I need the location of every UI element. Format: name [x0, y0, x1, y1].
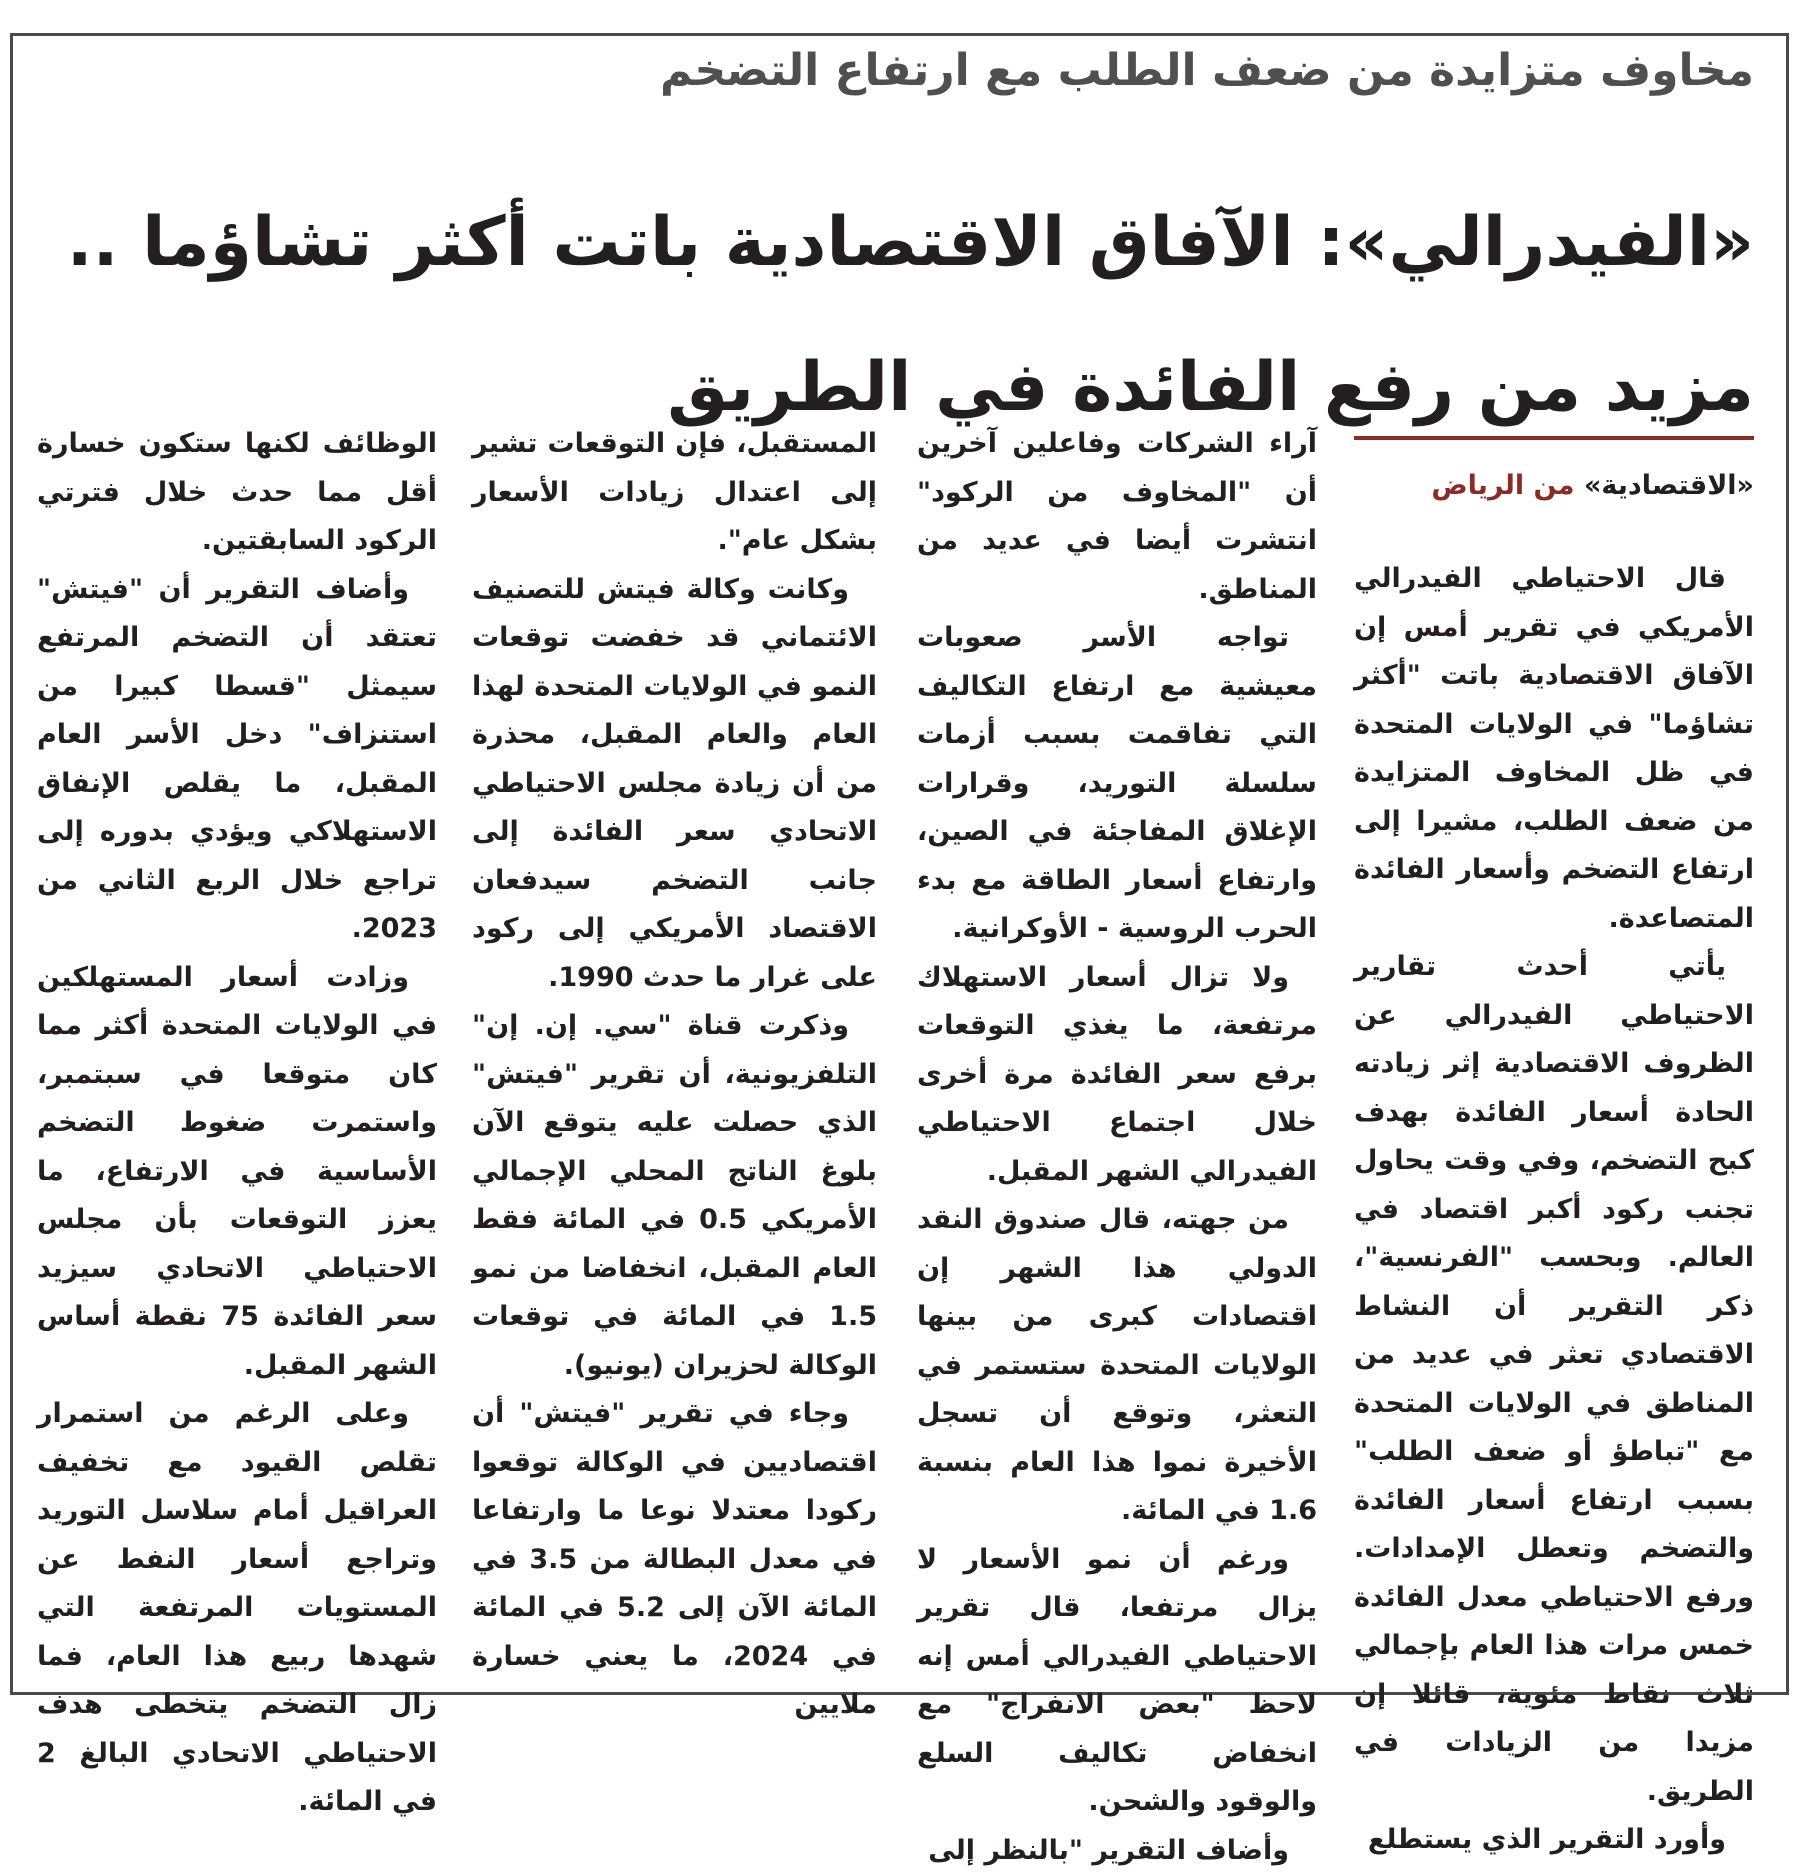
paragraph: وذكرت قناة "سي. إن. إن" التلفزيونية، أن تقرير "فيتش" الذي حصلت عليه يتوقع الآن بلوغ الناتج المحلي الإجمالي الأمريكي 0.5 في المائة فقط العام المقبل، انخفاضا من نمو 1.5 في المائة في توقعات الوكالة لحزيران (يونيو). — [472, 1002, 877, 1390]
paragraph: وكانت وكالة فيتش للتصنيف الائتماني قد خفضت توقعات النمو في الولايات المتحدة لهذا العام والعام المقبل، محذرة من أن زيادة مجلس الاحتياطي الاتحادي سعر الفائدة إلى جانب التضخم سيدفعان الاقتصاد الأمريكي إلى ركود على غرار ما حدث 1990. — [472, 566, 877, 1003]
byline — [1354, 468, 1754, 503]
paragraph: وأضاف التقرير أن "فيتش" تعتقد أن التضخم المرتفع سيمثل "قسطا كبيرا من استنزاف" دخل الأسر العام المقبل، ما يقلص الإنفاق الاستهلاكي ويؤدي بدوره إلى تراجع خلال الربع الثاني من 2023. — [37, 566, 437, 954]
article-headline — [34, 170, 1754, 460]
paragraph: قال الاحتياطي الفيدرالي الأمريكي في تقرير أمس إن الآفاق الاقتصادية باتت "أكثر تشاؤما" في الولايات المتحدة في ظل المخاوف المتزايدة من ضعف الطلب، مشيرا إلى ارتفاع التضخم وأسعار الفائدة المتصاعدة. — [1354, 555, 1754, 943]
headline-line-1: «الفيدرالي»: الآفاق الاقتصادية باتت أكثر تشاؤما .. — [34, 170, 1754, 315]
paragraph: وجاء في تقرير "فيتش" أن اقتصاديين في الوكالة توقعوا ركودا معتدلا نوعا ما وارتفاعا في معدل البطالة من 3.5 في المائة الآن إلى 5.2 في المائة في 2024، ما يعني خسارة ملايين — [472, 1390, 877, 1730]
paragraph: وأورد التقرير الذي يستطلع — [1354, 1816, 1754, 1865]
paragraph: وزادت أسعار المستهلكين في الولايات المتحدة أكثر مما كان متوقعا في سبتمبر، واستمرت ضغوط التضخم الأساسية في الارتفاع، ما يعزز التوقعات بأن مجلس الاحتياطي الاتحادي سيزيد سعر الفائدة 75 نقطة أساس الشهر المقبل. — [37, 954, 437, 1391]
paragraph: الوظائف لكنها ستكون خسارة أقل مما حدث خلال فترتي الركود السابقتين. — [37, 420, 437, 566]
paragraph: من جهته، قال صندوق النقد الدولي هذا الشهر إن اقتصادات كبرى من بينها الولايات المتحدة ستستمر في التعثر، وتوقع أن تسجل الأخيرة نموا هذا العام بنسبة 1.6 في المائة. — [917, 1196, 1317, 1536]
paragraph: ورغم أن نمو الأسعار لا يزال مرتفعا، قال تقرير الاحتياطي الفيدرالي أمس إنه لاحظ "بعض الانفراج" مع انخفاض تكاليف السلع والوقود والشحن. — [917, 1536, 1317, 1827]
paragraph: آراء الشركات وفاعلين آخرين أن "المخاوف من الركود" انتشرت أيضا في عديد من المناطق. — [917, 420, 1317, 614]
paragraph: المستقبل، فإن التوقعات تشير إلى اعتدال زيادات الأسعار بشكل عام". — [472, 420, 877, 566]
byline-source: «الاقتصادية» — [1584, 470, 1754, 501]
text-column-4 — [37, 420, 437, 1670]
paragraph: وعلى الرغم من استمرار تقلص القيود مع تخفيف العراقيل أمام سلاسل التوريد وتراجع أسعار النفط عن المستويات المرتفعة التي شهدها ربيع هذا العام، فما زال التضخم يتخطى هدف الاحتياطي الاتحادي البالغ 2 في المائة. — [37, 1390, 437, 1827]
paragraph: ولا تزال أسعار الاستهلاك مرتفعة، ما يغذي التوقعات برفع سعر الفائدة مرة أخرى خلال اجتماع الاحتياطي الفيدرالي الشهر المقبل. — [917, 954, 1317, 1197]
article-kicker: مخاوف متزايدة من ضعف الطلب مع ارتفاع التضخم — [54, 42, 1754, 99]
paragraph: وأضاف التقرير "بالنظر إلى — [917, 1827, 1317, 1875]
text-column-2 — [917, 420, 1317, 1670]
paragraph: تواجه الأسر صعوبات معيشية مع ارتفاع التكاليف التي تفاقمت بسبب أزمات سلسلة التوريد، وقرارات الإغلاق المفاجئة في الصين، وارتفاع أسعار الطاقة مع بدء الحرب الروسية - الأوكرانية. — [917, 614, 1317, 954]
headline-line-2: مزيد من رفع الفائدة في الطريق — [34, 315, 1754, 460]
byline-rule — [1354, 436, 1754, 440]
text-column-3 — [472, 420, 877, 1670]
text-column-1 — [1354, 555, 1754, 1660]
paragraph: يأتي أحدث تقارير الاحتياطي الفيدرالي عن الظروف الاقتصادية إثر زيادته الحادة أسعار الفائدة بهدف كبح التضخم، وفي وقت يحاول تجنب ركود أكبر اقتصاد في العالم. وبحسب "الفرنسية"، ذكر التقرير أن النشاط الاقتصادي تعثر في عديد من المناطق في الولايات المتحدة مع "تباطؤ أو ضعف الطلب" بسبب ارتفاع أسعار الفائدة والتضخم وتعطل الإمدادات. ورفع الاحتياطي معدل الفائدة خمس مرات هذا العام بإجمالي ثلاث نقاط مئوية، قائلا إن مزيدا من الزيادات في الطريق. — [1354, 943, 1754, 1816]
byline-location: من الرياض — [1431, 470, 1574, 501]
